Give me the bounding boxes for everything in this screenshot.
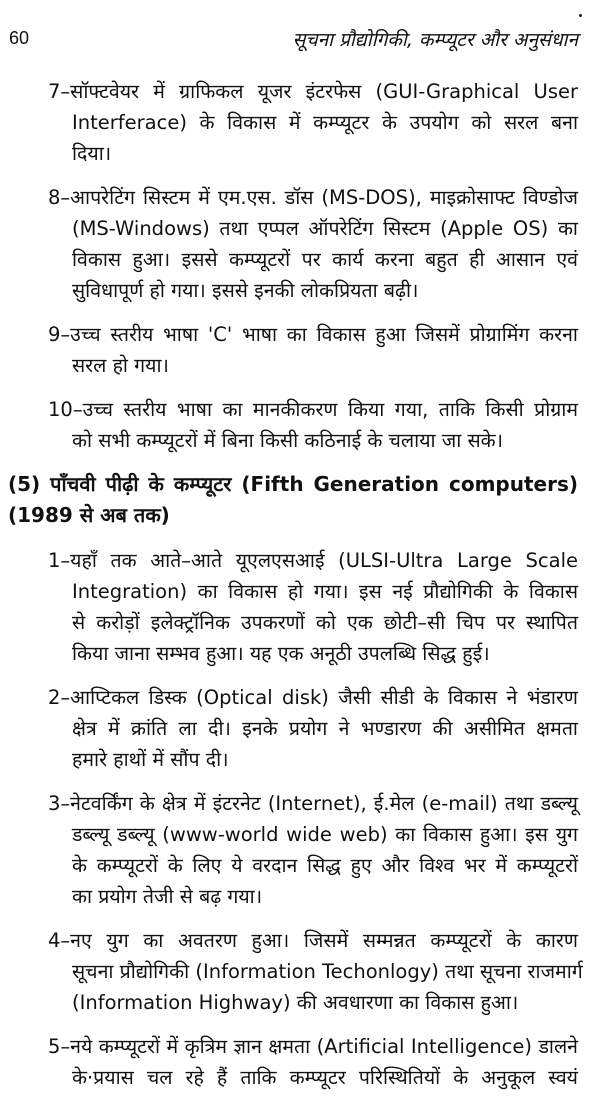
section-heading [0, 469, 600, 531]
list-item-line: क्षेत्र में क्रांति ला दी। इनके प्रयोग ने भण्डारण की असीमित क्षमता [72, 717, 578, 740]
list-item-line: सूचना प्रौद्योगिकी (Information Techonlogy) तथा सूचना राजमार्ग [72, 960, 583, 983]
margin-speck [579, 14, 582, 17]
list-item-line: किया जाना सम्भव हुआ। यह एक अनूठी उपलब्धि सिद्ध हुई। [72, 642, 490, 665]
list-item-line: के कम्प्यूटरों के लिए ये वरदान सिद्ध हुए और विश्व भर में कम्प्यूटरों [72, 854, 578, 877]
list-item [0, 545, 600, 669]
list-item [0, 394, 600, 456]
list-item-line: Integration) का विकास हो गया। इस नई प्रौद्योगिकी के विकास [72, 580, 578, 603]
list-item-line: 8–आपरेटिंग सिस्टम में एम.एस. डॉस (MS-DOS), माइक्रोसाफ्ट विण्डोज [48, 186, 578, 209]
list-item-line: (Information Highway) की अवधारणा का विकास हुआ। [72, 991, 519, 1014]
list-item-line: का प्रयोग तेजी से बढ़ गया। [72, 885, 263, 908]
list-item-line: डब्ल्यू डब्ल्यू (www-world wide web) का विकास हुआ। इस युग [72, 823, 578, 846]
list-item [0, 182, 600, 306]
list-item-line: विकास हुआ। इससे कम्प्यूटरों पर कार्य करना बहुत ही आसान एवं [72, 248, 578, 271]
list-item-line: 3–नेटवर्किंग के क्षेत्र में इंटरनेट (Internet), ई.मेल (e-mail) तथा डब्ल्यू [48, 792, 578, 815]
list-item-line: सुविधापूर्ण हो गया। इससे इनकी लोकप्रियता बढ़ी। [72, 279, 419, 302]
section-heading-line: (1989 से अब तक) [8, 503, 170, 527]
page-body [0, 76, 600, 1106]
list-item-line: 7–सॉफ्टवेयर में ग्राफिकल यूजर इंटरफेस (GUI-Graphical User [48, 80, 578, 103]
list-item-line: Interferace) के विकास में कम्प्यूटर के उपयोग को सरल बना [72, 111, 578, 134]
list-item [0, 788, 600, 912]
list-item-line: सरल हो गया। [72, 354, 169, 377]
list-item-line: 2–आप्टिकल डिस्क (Optical disk) जैसी सीडी के विकास ने भंडारण [48, 686, 578, 709]
running-title: सूचना प्रौद्योगिकी, कम्प्यूटर और अनुसंधान [292, 29, 578, 51]
list-item-line: (MS-Windows) तथा एप्पल ऑपरेटिंग सिस्टम (Apple OS) का [72, 217, 578, 240]
list-after-heading [0, 545, 600, 1093]
list-item-line: 1–यहाँ तक आते–आते यूएलएसआई (ULSI-Ultra Large Scale [48, 549, 578, 572]
list-item-line: को सभी कम्प्यूटरों में बिना किसी कठिनाई के चलाया जा सके। [72, 429, 504, 452]
list-item-line: हमारे हाथों में सौंप दी। [72, 748, 229, 771]
list-item-line: 5–नये कम्प्यूटरों में कृत्रिम ज्ञान क्षमता (Artificial Intelligence) डालने [48, 1035, 578, 1058]
list-item [0, 319, 600, 381]
list-item [0, 925, 600, 1018]
list-item-line: दिया। [72, 142, 112, 165]
section-heading-line: (5) पाँचवी पीढ़ी के कम्प्यूटर (Fifth Generation computers) [8, 472, 578, 496]
list-item-line: 9–उच्च स्तरीय भाषा 'C' भाषा का विकास हुआ जिसमें प्रोग्रामिंग करना [48, 323, 578, 346]
list-item [0, 682, 600, 775]
list-item [0, 1031, 600, 1093]
list-item [0, 76, 600, 169]
page-number: 60 [9, 28, 30, 48]
list-item-line: के·प्रयास चल रहे हैं ताकि कम्प्यूटर परिस्थितियों के अनुकूल स्वयं [72, 1066, 578, 1089]
list-item-line: 4–नए युग का अवतरण हुआ। जिसमें सम्मन्नत कम्प्यूटरों के कारण [48, 929, 578, 952]
list-item-line: से करोड़ों इलेक्ट्रॉनिक उपकरणों को एक छोटी–सी चिप पर स्थापित [72, 611, 578, 634]
list-item-line: 10–उच्च स्तरीय भाषा का मानकीकरण किया गया, ताकि किसी प्रोग्राम [48, 398, 578, 421]
list-before-heading [0, 76, 600, 456]
